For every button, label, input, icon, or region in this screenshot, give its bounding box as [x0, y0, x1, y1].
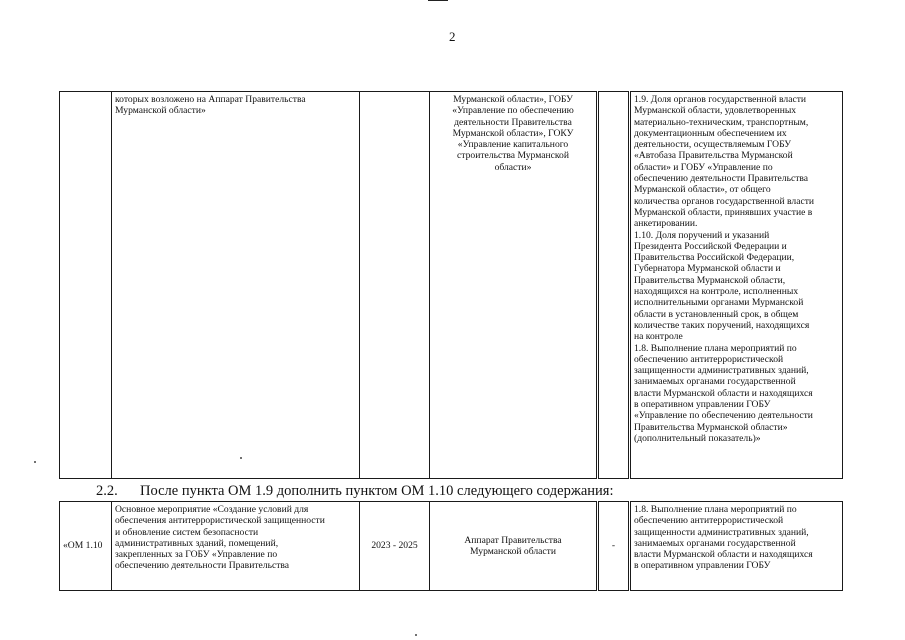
description-cell	[112, 92, 360, 479]
text-line: власти Мурманской области и находящихся	[634, 549, 813, 561]
text-line: документационным обеспечением их	[634, 127, 787, 139]
table-row	[60, 502, 843, 591]
text-line: обеспечению деятельности Правительства	[634, 173, 809, 185]
text-line: обеспечению деятельности Правительства	[115, 560, 290, 572]
new-item-table	[59, 501, 843, 591]
section-text: После пункта ОМ 1.9 дополнить пунктом ОМ 1.10 следующего содержания:	[140, 483, 614, 499]
text-line: Мурманской области», ГОКУ	[452, 127, 574, 139]
text-line: области»	[494, 161, 532, 173]
section-number: 2.2.	[96, 483, 118, 499]
text-line: на контроле	[634, 331, 683, 343]
text-line: количества органов государственной власти	[634, 195, 815, 207]
text-line: Аппарат Правительства	[464, 534, 562, 546]
period-cell	[360, 92, 430, 479]
text-line: административных зданий, помещений,	[115, 537, 279, 549]
text-line: «Управление по обеспечению	[452, 105, 574, 117]
description-cell	[112, 502, 360, 591]
text-line: (дополнительный показатель)»	[634, 432, 761, 444]
text-line: «Управление капитального	[457, 139, 569, 151]
text-line: обеспечению антитеррористической	[634, 515, 784, 527]
text-line: 1.8. Выполнение плана мероприятий по	[634, 504, 797, 515]
dash-cell: -	[598, 502, 630, 591]
scan-speck	[34, 461, 36, 463]
text-line: Мурманской области»	[115, 105, 206, 117]
top-edge-mark	[428, 0, 448, 1]
scan-speck	[240, 457, 242, 459]
period-cell: 2023 - 2025	[360, 502, 430, 591]
code-cell	[60, 92, 112, 479]
text-line: защищенности административных зданий,	[634, 526, 809, 538]
text-line: Губернатора Мурманской области и	[634, 263, 781, 275]
text-line: и обновление систем безопасности	[115, 526, 259, 538]
executor-cell	[430, 502, 598, 591]
table-row	[60, 92, 843, 479]
text-line: деятельности, осуществляемым ГОБУ	[634, 139, 792, 151]
text-line: в оперативном управлении ГОБУ	[634, 560, 771, 572]
text-line: Мурманской области, принявших участие в	[634, 206, 813, 218]
code-cell: «ОМ 1.10	[60, 502, 112, 591]
text-line: Мурманской области	[470, 546, 556, 557]
page-number: 2	[449, 29, 456, 44]
text-line: деятельности Правительства	[454, 116, 572, 128]
executor-cell	[430, 92, 598, 479]
text-line: 1.9. Доля органов государственной власти	[634, 94, 807, 105]
text-line: Правительства Российской Федерации,	[634, 252, 795, 264]
text-line: власти Мурманской области и находящихся	[634, 387, 813, 399]
text-line: в оперативном управлении ГОБУ	[634, 399, 771, 411]
indicator-cell	[630, 92, 843, 479]
text-line: занимаемых органами государственной	[634, 537, 796, 549]
section-heading	[96, 483, 614, 500]
text-line: Мурманской области», от общего	[634, 184, 771, 196]
continuation-table	[59, 91, 843, 479]
text-line: 1.8. Выполнение плана мероприятий по	[634, 342, 797, 354]
text-line: Мурманской области», ГОБУ	[453, 94, 573, 105]
scan-speck	[415, 634, 417, 636]
text-line: области» и ГОБУ «Управление по	[634, 161, 773, 173]
text-line: 1.10. Доля поручений и указаний	[634, 229, 770, 241]
text-line: области в установленный срок, в общем	[634, 308, 799, 320]
text-line: количестве таких поручений, находящихся	[634, 319, 810, 331]
text-line: находящихся на контроле, исполненных	[634, 286, 799, 298]
text-line: Правительства Мурманской области,	[634, 274, 786, 286]
text-line: «Автобаза Правительства Мурманской	[634, 150, 793, 162]
empty-cell	[598, 92, 630, 479]
text-line: защищенности административных зданий,	[634, 365, 809, 377]
text-line: Правительства Мурманской области»	[634, 421, 788, 433]
text-line: «Управление по обеспечению деятельности	[634, 410, 813, 422]
indicator-cell	[630, 502, 843, 591]
text-line: занимаемых органами государственной	[634, 376, 796, 388]
text-line: Основное мероприятие «Создание условий для	[115, 504, 309, 515]
text-line: обеспечения антитеррористической защищенности	[115, 515, 325, 527]
text-line: анкетировании.	[634, 218, 698, 230]
text-line: материально-техническим, транспортным,	[634, 116, 809, 128]
text-line: обеспечению антитеррористической	[634, 353, 784, 365]
text-line: Президента Российской Федерации и	[634, 240, 787, 252]
text-line: которых возложено на Аппарат Правительства	[115, 94, 306, 105]
text-line: исполнительными органами Мурманской	[634, 297, 804, 309]
text-line: закрепленных за ГОБУ «Управление по	[115, 549, 278, 561]
text-line: строительства Мурманской	[457, 150, 569, 162]
text-line: Мурманской области, удовлетворенных	[634, 105, 797, 117]
